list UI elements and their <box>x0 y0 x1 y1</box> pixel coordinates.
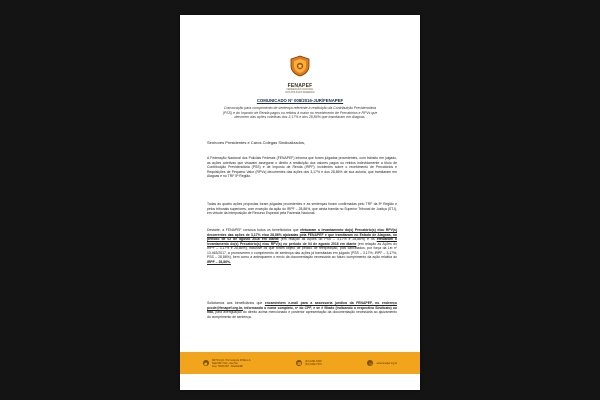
footer-address-line-3: Cep: 70340-907 - Brasília/DF <box>211 364 244 368</box>
paragraph-3-highlight-1: efetuaram o levantamento do(s) Precatório(s) e/ou RPV(s) decorrentes das ações de 3,17% e/ou 28,86% ajuizadas pela FENAPEF e que tramitaram no Estado de Alagoas, no período de 02 de agosto 2016 em diante <box>207 228 397 242</box>
paragraph-3-highlight-2: efetuaram o levantamento do(s) Precatório(s) e/ou RPV(s) no período de 04 de agosto 2016 em diante <box>207 237 397 246</box>
location-pin-icon: ● <box>204 360 208 366</box>
footer-phone <box>296 360 321 366</box>
fenapef-logo <box>280 55 320 95</box>
greeting: Senhores Presidentes e Caros Colegas Sindicalizados, <box>207 140 306 145</box>
paragraph-4 <box>207 301 397 319</box>
paragraph-4-email-instruction: encaminhem e-mail para a assessoria jurídica da FENAPEF, no endereço pccdr@fenapef.org.br, <box>207 301 398 310</box>
paragraph-3-part-c: (em relação às Ações do PSS – 3,17% e 28,86%) e os <box>280 237 375 242</box>
phone-icon: ☎ <box>296 360 302 366</box>
document-title: COMUNICADO Nº 008/2016-JUR/FENAPEF <box>256 98 344 103</box>
footer-phone-line-2: (61) 3322-7373 <box>305 363 322 366</box>
brand-subtitle-2: DOS POLICIAIS FEDERAIS <box>285 91 315 94</box>
paragraph-4-part-a: Solicitamos aos beneficiários que <box>207 301 263 305</box>
footer-address-line-2: Sala 509 / 510 - Asa Sul <box>211 361 238 365</box>
footer-address-line-1: SRTVS Qd. 701 Conjunto D Bloco A <box>211 358 251 362</box>
brand-name: FENAPEF <box>287 83 313 89</box>
paragraph-1: A Federação Nacional dos Policiais Federais (FENAPEF) informa que foram julgadas procedentes, com trânsito em julgado, as ações coletivas que visavam assegurar o direito à restituição dos valores pagos ou retidos indevidamente a título de Contribuição Previdenciária (PSS) e de Imposto de Renda (IRPF), incidentes sobre o recebimento de Precatórios e Requisições de Pequeno Valor (RPVs) decorrentes das ações dos 3,17% e dos 28,86% de sua autoria, que tramitaram em Alagoas e no TRF 5ª Região. <box>207 156 397 179</box>
paragraph-2: Todas as quatro ações propostas foram julgadas procedentes e as sentenças foram confirmadas pelo TRF da 5ª Região e pelos tribunais superiores, com exceção da ação do IRPF – 28,86%, que ainda tramita no Superior Tribunal de Justiça (STJ), em virtude da interposição de Recurso Especial pela Fazenda Nacional. <box>207 202 397 216</box>
globe-icon: ◎ <box>368 360 373 366</box>
paragraph-3-part-a: Destarte, a FENAPEF convoca todos os beneficiários que <box>207 228 299 232</box>
paragraph-3-part-e: (em relação às Ações do IRPF – 3,17% e 28,86%), inclusive os que foram objeto de pedido de reexpedição, pois cancelados, por força da Lei nº 13.463/2017, a promoverem o cumprimento de sentença das ações já transitadas em julgado (PSS – 3,17%; IRPF – 3,17%; PSS – 28,86%), bem como a anteciparem o envio da documentação necessária ao futuro cumprimento da ação relativa ao <box>207 241 397 260</box>
document-page <box>180 15 420 390</box>
footer-address <box>203 359 251 368</box>
paragraph-3 <box>207 228 397 264</box>
brand-subtitle-1: FEDERAÇÃO NACIONAL <box>286 89 314 91</box>
document-subject: Convocação para cumprimento de sentença referente à restituição da Contribuição Previdenciária (PSS) e do Imposto de Renda pagos ou retidos à maior no recebimento de Precatórios e RPVs que decorrem das ações coletivas dos 3,17% e dos 28,86% que tramitaram em Alagoas. <box>222 106 378 120</box>
footer-phone-line-1: (61) 3321-6346 <box>305 360 322 363</box>
shield-icon <box>289 55 311 77</box>
page-footer <box>180 352 420 374</box>
footer-website[interactable] <box>367 360 397 366</box>
paragraph-4-part-d: para averiguação do direito acima mencionado e posterior apresentação da documentação necessária ao ajuizamento do cumprimento de sentença. <box>207 310 397 319</box>
footer-website-link[interactable]: www.fenapef.org.br <box>376 361 398 365</box>
paragraph-3-highlight-3: IRPF – 28,86%. <box>207 259 231 264</box>
paragraph-4-required-info: informando o nome completo, nº do CPF, e se é filiado (indicando o respectivo Sindicato) ou não, <box>207 305 397 315</box>
